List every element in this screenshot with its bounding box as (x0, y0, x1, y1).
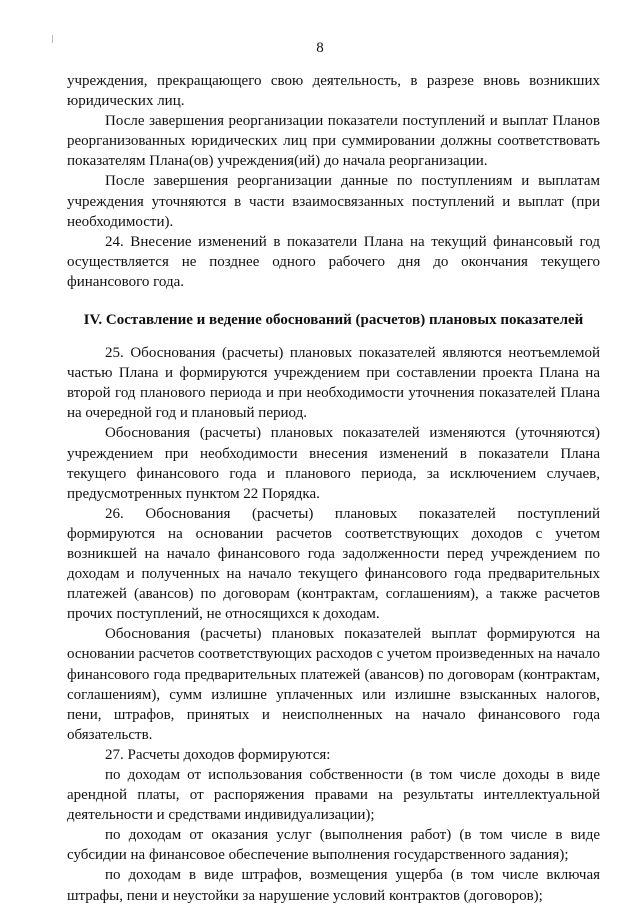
list-item-fines-income: по доходам в виде штрафов, возмещения ущерба (в том числе включая штрафы, пени и неустойки за нарушение условий контрактов (договоров); (67, 867, 600, 904)
paragraph-reorganization-indicators: После завершения реорганизации показатели поступлений и выплат Планов реорганизованных юридических лиц при суммировании должны соответствовать показателям Плана(ов) учреждения(ий) до начала реорганизации. (67, 113, 600, 170)
page-number: 8 (316, 40, 324, 56)
paragraph-reorganization-data: После завершения реорганизации данные по поступлениям и выплатам учреждения уточняются в части взаимосвязанных поступлений и выплат (при необходимости). (67, 173, 600, 230)
paragraph-continuation: учреждения, прекращающего свою деятельность, в разрезе вновь возникших юридических лиц. (67, 73, 600, 110)
paragraph-item-26: 26. Обоснования (расчеты) плановых показателей поступлений формируются на основании расчетов соответствующих доходов с учетом возникшей на начало финансового года задолженности перед учреждением по доходам и полученных на начало текущего финансового года предварительных платежей (авансов) по договорам (контрактам, соглашениям), а также расчетов прочих поступлений, не относящихся к доходам. (67, 505, 600, 623)
paragraph-justifications-change: Обоснования (расчеты) плановых показателей изменяются (уточняются) учреждением при необходимости внесения изменений в показатели Плана текущего финансового года и планового периода, за исключением случаев, предусмотренных пунктом 22 Порядка. (67, 425, 600, 502)
section-heading: IV. Составление и ведение обоснований (расчетов) плановых показателей (83, 312, 584, 329)
list-item-property-income: по доходам от использования собственности (в том числе доходы в виде арендной платы, от распоряжения правами на результаты интеллектуальной деятельности и средствами индивидуализации); (67, 767, 600, 824)
paragraph-item-24: 24. Внесение изменений в показатели Плана на текущий финансовый год осуществляется не позднее одного рабочего дня до окончания текущего финансового года. (67, 233, 600, 290)
document-body (67, 71, 600, 906)
list-item-services-income: по доходам от оказания услуг (выполнения работ) (в том числе в виде субсидии на финансовое обеспечение выполнения государственного задания); (67, 827, 600, 864)
paragraph-item-27: 27. Расчеты доходов формируются: (105, 746, 331, 763)
paragraph-item-25: 25. Обоснования (расчеты) плановых показателей являются неотъемлемой частью Плана и формируются учреждением при составлении проекта Плана на второй год планового периода и при необходимости уточнения показателей Плана на очередной год и плановый период. (67, 345, 600, 422)
paragraph-payments-justifications: Обоснования (расчеты) плановых показателей выплат формируются на основании расчетов соответствующих расходов с учетом произведенных на начало финансового года предварительных платежей (авансов) по договорам (контрактам, соглашениям), сумм излишне уплаченных или излишне взысканных налогов, пени, штрафов, принятых и неисполненных на начало финансового года обязательств. (67, 626, 600, 743)
